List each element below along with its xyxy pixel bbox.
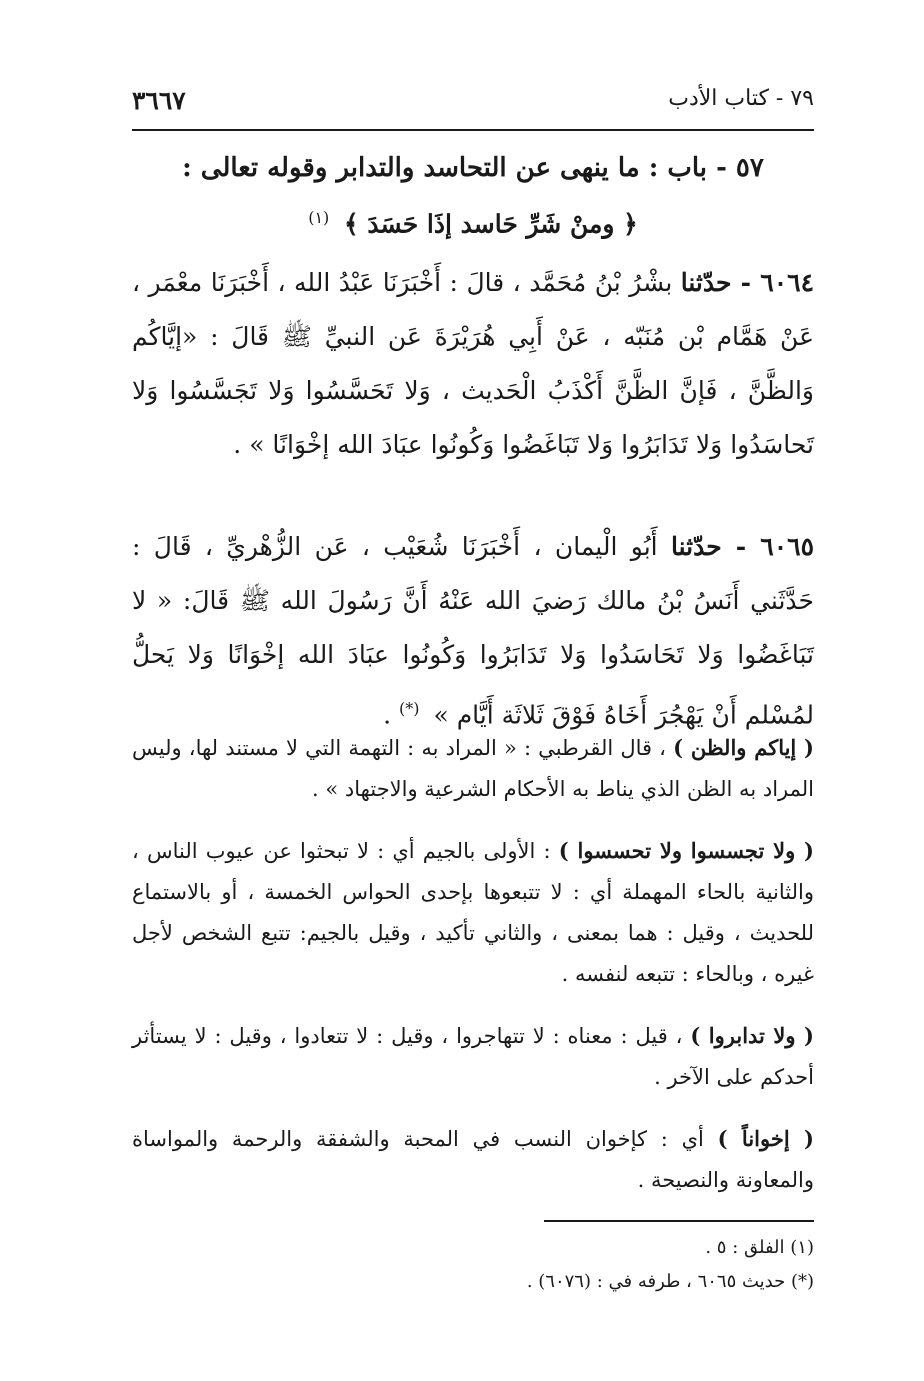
footnote: (*) حديث ٦٠٦٥ ، طرفه في : (٦٠٧٦) .	[526, 1271, 814, 1292]
footnote: (١) الفلق : ٥ .	[705, 1237, 814, 1258]
commentary-paragraph	[132, 1015, 814, 1098]
commentary-keyword: ( ولا تدابروا )	[690, 1023, 814, 1048]
commentary-keyword: ( إياكم والظن )	[673, 735, 814, 760]
hadith-number: ٦٠٦٤ - حدّثنا	[680, 268, 814, 297]
hadith-text: أَبُو الْيمان ، أَخْبَرَنَا شُعَيْب ، عَن الزُّهْريِّ ، قَالَ : حَدَّثَني أَنَسُ بْنُ مالك رَضيَ الله عَنْهُ أَنَّ رَسُولَ الله ﷺ قَالَ: « لا تَبَاغَضُوا وَلا تَحَاسَدُوا وَلا تَدَابَرُوا وَكُونُوا عبَادَ الله إخْوَانًا وَلا يَحلُّ لمُسْلم أَنْ يَهْجُرَ أَخَاهُ فَوْقَ ثَلاثَة أَيَّام »	[132, 532, 814, 730]
hadith-6064	[132, 256, 814, 472]
hadith-number: ٦٠٦٥ - حدّثنا	[670, 532, 815, 561]
commentary-text: : الأولى بالجيم أي : لا تبحثوا عن عيوب الناس ، والثانية بالحاء المهملة أي : لا تتبعوها بإحدى الحواس الخمسة ، أو بالاستماع للحديث ، وقيل : هما بمعنى ، والثاني تأكيد ، وقيل بالجيم: تتبع الشخص لأجل غيره ، وبالحاء : تتبعه لنفسه .	[132, 839, 814, 986]
header-divider	[132, 129, 814, 131]
commentary-text: ، قيل : معناه : لا تتهاجروا ، وقيل : لا تتعادوا ، وقيل : لا يستأثر أحدكم على الآخر .	[132, 1024, 814, 1089]
commentary-paragraph	[132, 727, 814, 810]
commentary-text: ، قال القرطبي : « المراد به : التهمة التي لا مستند لها، وليس المراد به الظن الذي يناط به الأحكام الشرعية والاجتهاد » .	[132, 736, 814, 801]
hadith-6065	[132, 520, 814, 742]
hadith-text: بشْرُ بْنُ مُحَمَّد ، قالَ : أَخْبَرَنَا عَبْدُ الله ، أَخْبَرَنَا معْمَر ، عَنْ هَمَّام بْن مُنَبّه ، عَنْ أَبِي هُرَيْرَةَ عَن النبيِّ ﷺ قَالَ : «إيَّاكُم وَالظَّنَّ ، فَإنَّ الظَّنَّ أَكْذَبُ الْحَديث ، وَلا تَحَسَّسُوا وَلا تَجَسَّسُوا وَلا تَحاسَدُوا وَلا تَدَابَرُوا وَلا تَبَاغَضُوا وَكُونُوا عبَادَ الله إخْوَانًا » .	[132, 268, 814, 459]
commentary-paragraph	[132, 1118, 814, 1201]
commentary-text: أي : كإخوان النسب في المحبة والشفقة والرحمة والمواساة والمعاونة والنصيحة .	[132, 1127, 814, 1192]
book-page	[132, 80, 814, 1370]
quran-verse	[132, 196, 814, 246]
page-header	[132, 80, 814, 124]
commentary-keyword: ( ولا تجسسوا ولا تحسسوا )	[558, 838, 814, 863]
page-number: ٣٦٦٧	[132, 86, 186, 115]
verse-text: ﴿ ومنْ شَرِّ حَاسد إذَا حَسَدَ ﴾	[344, 209, 638, 239]
footnote-divider	[544, 1220, 814, 1222]
commentary-paragraph	[132, 830, 814, 995]
commentary-keyword: ( إخواناً )	[717, 1126, 814, 1151]
hadith-end: .	[383, 700, 392, 730]
hadith-footnote-mark: (*)	[399, 699, 420, 718]
book-title: ٧٩ - كتاب الأدب	[668, 86, 814, 111]
verse-footnote-mark: (١)	[308, 208, 330, 227]
chapter-title: ٥٧ - باب : ما ينهى عن التحاسد والتدابر وقوله تعالى :	[182, 153, 764, 183]
